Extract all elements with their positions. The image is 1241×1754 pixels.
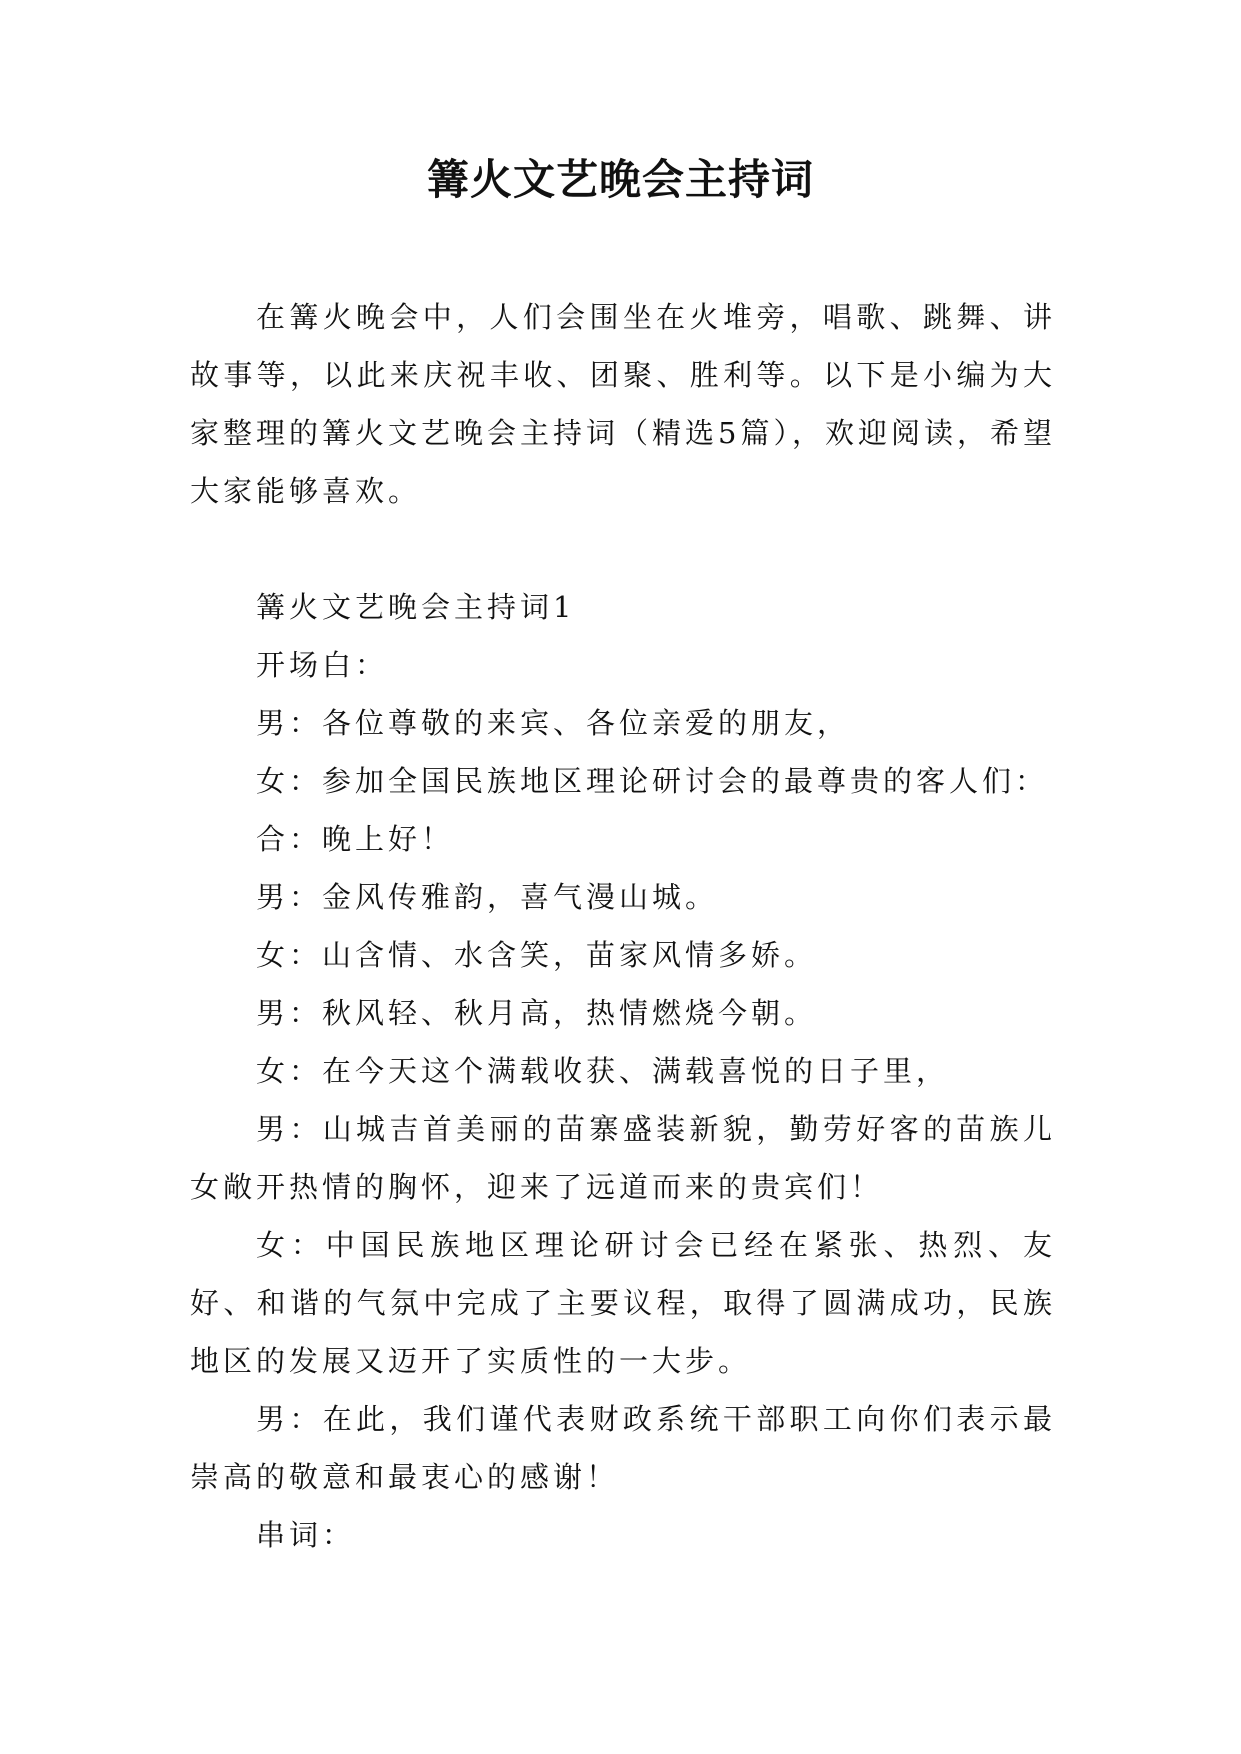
paragraph: 男：山城吉首美丽的苗寨盛装新貌，勤劳好客的苗族儿女敞开热情的胸怀，迎来了远道而来的贵宾们！	[190, 1112, 1056, 1204]
paragraph: 合：晚上好！	[256, 822, 455, 856]
paragraph: 女：在今天这个满载收获、满载喜悦的日子里，	[256, 1054, 950, 1088]
paragraph: 男：各位尊敬的来宾、各位亲爱的朋友，	[256, 706, 851, 740]
document-body	[190, 288, 1056, 1564]
section-heading: 篝火文艺晚会主持词1	[256, 590, 576, 624]
paragraph: 男：秋风轻、秋月高，热情燃烧今朝。	[256, 996, 818, 1030]
paragraph: 女：山含情、水含笑，苗家风情多娇。	[256, 938, 818, 972]
paragraph: 男：在此，我们谨代表财政系统干部职工向你们表示最崇高的敬意和最衷心的感谢！	[190, 1402, 1056, 1494]
intro-paragraph: 在篝火晚会中，人们会围坐在火堆旁，唱歌、跳舞、讲故事等，以此来庆祝丰收、团聚、胜利等。以下是小编为大家整理的篝火文艺晚会主持词（精选5篇），欢迎阅读，希望大家能够喜欢。	[190, 300, 1056, 508]
paragraph: 开场白：	[256, 648, 389, 682]
paragraph: 串词：	[256, 1518, 356, 1552]
paragraph: 女：参加全国民族地区理论研讨会的最尊贵的客人们：	[256, 764, 1049, 798]
document-title: 篝火文艺晚会主持词	[426, 155, 814, 204]
paragraph: 男：金风传雅韵，喜气漫山城。	[256, 880, 719, 914]
paragraph: 女：中国民族地区理论研讨会已经在紧张、热烈、友好、和谐的气氛中完成了主要议程，取得了圆满成功，民族地区的发展又迈开了实质性的一大步。	[190, 1228, 1056, 1378]
